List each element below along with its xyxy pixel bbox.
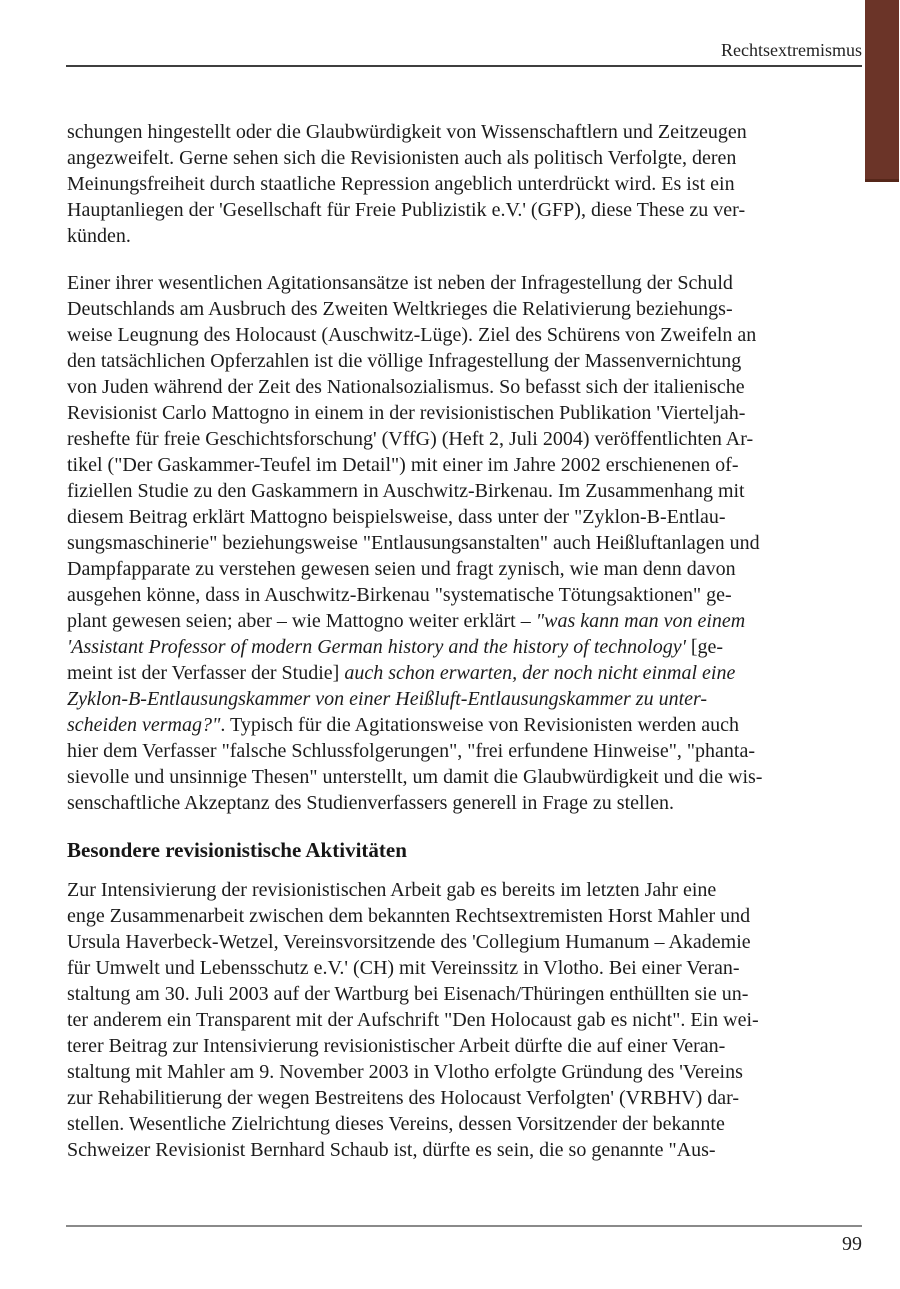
text-line <box>67 400 827 426</box>
running-header-title: Rechtsextremismus <box>721 40 862 60</box>
text-line <box>67 903 827 929</box>
italic-text-run: "was kann man von einem <box>535 610 746 632</box>
text-run: Zur Intensivierung der revisionistischen Arbeit gab es bereits im letzten Jahr eine <box>67 879 717 901</box>
paragraph <box>67 877 827 1163</box>
text-run: von Juden während der Zeit des Nationalsozialismus. So befasst sich der italienische <box>67 376 745 398</box>
text-line <box>67 296 827 322</box>
text-line <box>67 1137 827 1163</box>
text-line <box>67 1111 827 1137</box>
text-line <box>67 223 827 249</box>
text-line <box>67 634 827 660</box>
text-line <box>67 790 827 816</box>
text-line <box>67 119 827 145</box>
text-line <box>67 322 827 348</box>
text-run: plant gewesen seien; aber – wie Mattogno weiter erklärt – <box>67 610 536 632</box>
text-run: terer Beitrag zur Intensivierung revisionistischer Arbeit dürfte die auf einer Veran- <box>67 1035 726 1057</box>
text-run: staltung am 30. Juli 2003 auf der Wartburg bei Eisenach/Thüringen enthüllten sie un- <box>67 983 749 1005</box>
page-number: 99 <box>842 1233 862 1255</box>
text-line <box>67 1059 827 1085</box>
text-run: Ursula Haverbeck-Wetzel, Vereinsvorsitzende des 'Collegium Humanum – Akademie <box>67 931 751 953</box>
text-run: zur Rehabilitierung der wegen Bestreitens des Holocaust Verfolgten' (VRBHV) dar- <box>67 1087 740 1109</box>
text-line <box>67 738 827 764</box>
text-run: Schweizer Revisionist Bernhard Schaub ist, dürfte es sein, die so genannte "Aus- <box>67 1139 716 1161</box>
text-line <box>67 686 827 712</box>
italic-text-run: scheiden vermag?" <box>67 714 221 736</box>
section-heading: Besondere revisionistische Aktivitäten <box>67 838 407 862</box>
text-line <box>67 197 827 223</box>
italic-text-run: 'Assistant Professor of modern German history and the history of technology' <box>67 636 686 658</box>
text-run: stellen. Wesentliche Zielrichtung dieses Vereins, dessen Vorsitzender der bekannte <box>67 1113 725 1135</box>
text-run: meint ist der Verfasser der Studie] <box>67 662 345 684</box>
text-run: Deutschlands am Ausbruch des Zweiten Weltkrieges die Relativierung beziehungs- <box>67 298 733 320</box>
text-run: reshefte für freie Geschichtsforschung' (VffG) (Heft 2, Juli 2004) veröffentlichten Ar- <box>67 428 754 450</box>
text-line <box>67 452 827 478</box>
text-run: [ge- <box>685 636 724 658</box>
text-run: ausgehen könne, dass in Auschwitz-Birkenau "systematische Tötungsaktionen" ge- <box>67 584 732 606</box>
text-line <box>67 426 827 452</box>
text-line <box>67 712 827 738</box>
text-run: den tatsächlichen Opferzahlen ist die völlige Infragestellung der Massenvernichtung <box>67 350 742 372</box>
text-line <box>67 374 827 400</box>
text-run: hier dem Verfasser "falsche Schlussfolgerungen", "frei erfundene Hinweise", "phanta- <box>67 740 755 762</box>
text-line <box>67 1007 827 1033</box>
text-run: Revisionist Carlo Mattogno in einem in der revisionistischen Publikation 'Vierteljah- <box>67 402 746 424</box>
text-run: tikel ("Der Gaskammer-Teufel im Detail") mit einer im Jahre 2002 erschienenen of- <box>67 454 739 476</box>
text-run: diesem Beitrag erklärt Mattogno beispielsweise, dass unter der "Zyklon-B-Entlau- <box>67 506 726 528</box>
text-line <box>67 478 827 504</box>
paragraph <box>67 270 827 816</box>
text-run: enge Zusammenarbeit zwischen dem bekannten Rechtsextremisten Horst Mahler und <box>67 905 751 927</box>
text-run: schungen hingestellt oder die Glaubwürdigkeit von Wissenschaftlern und Zeitzeugen <box>67 121 747 143</box>
text-line <box>67 660 827 686</box>
italic-text-run: Zyklon-B-Entlausungskammer von einer Heißluft-Entlausungskammer zu unter- <box>67 688 708 710</box>
text-run: staltung mit Mahler am 9. November 2003 in Vlotho erfolgte Gründung des 'Vereins <box>67 1061 743 1083</box>
text-run: Hauptanliegen der 'Gesellschaft für Freie Publizistik e.V.' (GFP), diese These zu ver- <box>67 199 746 221</box>
text-run: weise Leugnung des Holocaust (Auschwitz-Lüge). Ziel des Schürens von Zweifeln an <box>67 324 757 346</box>
text-line <box>67 270 827 296</box>
text-line <box>67 608 827 634</box>
text-run: Meinungsfreiheit durch staatliche Repression angeblich unterdrückt wird. Es ist ein <box>67 173 735 195</box>
text-run: für Umwelt und Lebensschutz e.V.' (CH) mit Vereinssitz in Vlotho. Bei einer Veran- <box>67 957 740 979</box>
text-run: künden. <box>67 225 131 247</box>
text-line <box>67 556 827 582</box>
text-line <box>67 504 827 530</box>
text-line <box>67 764 827 790</box>
text-run: fiziellen Studie zu den Gaskammern in Auschwitz-Birkenau. Im Zusammenhang mit <box>67 480 745 502</box>
text-line <box>67 981 827 1007</box>
text-run: ter anderem ein Transparent mit der Aufschrift "Den Holocaust gab es nicht". Ein wei- <box>67 1009 759 1031</box>
text-line <box>67 1033 827 1059</box>
text-line <box>67 582 827 608</box>
header-rule <box>66 65 862 67</box>
paragraph <box>67 119 827 249</box>
text-line <box>67 1085 827 1111</box>
text-run: . Typisch für die Agitationsweise von Revisionisten werden auch <box>220 714 740 736</box>
text-line <box>67 145 827 171</box>
footer-rule <box>66 1225 862 1227</box>
text-run: sievolle und unsinnige Thesen" unterstellt, um damit die Glaubwürdigkeit und die wis- <box>67 766 763 788</box>
text-line <box>67 929 827 955</box>
text-line <box>67 877 827 903</box>
italic-text-run: auch schon erwarten, der noch nicht einmal eine <box>344 662 736 684</box>
text-run: Einer ihrer wesentlichen Agitationsansätze ist neben der Infragestellung der Schuld <box>67 272 733 294</box>
text-run: senschaftliche Akzeptanz des Studienverfassers generell in Frage zu stellen. <box>67 792 675 814</box>
text-line <box>67 348 827 374</box>
text-run: angezweifelt. Gerne sehen sich die Revisionisten auch als politisch Verfolgte, deren <box>67 147 737 169</box>
body-text <box>67 119 827 1184</box>
text-line <box>67 171 827 197</box>
text-run: Dampfapparate zu verstehen gewesen seien und fragt zynisch, wie man denn davon <box>67 558 736 580</box>
corner-accent-bar <box>865 0 899 182</box>
text-run: sungsmaschinerie" beziehungsweise "Entlausungsanstalten" auch Heißluftanlagen und <box>67 532 760 554</box>
text-line <box>67 955 827 981</box>
text-line <box>67 530 827 556</box>
